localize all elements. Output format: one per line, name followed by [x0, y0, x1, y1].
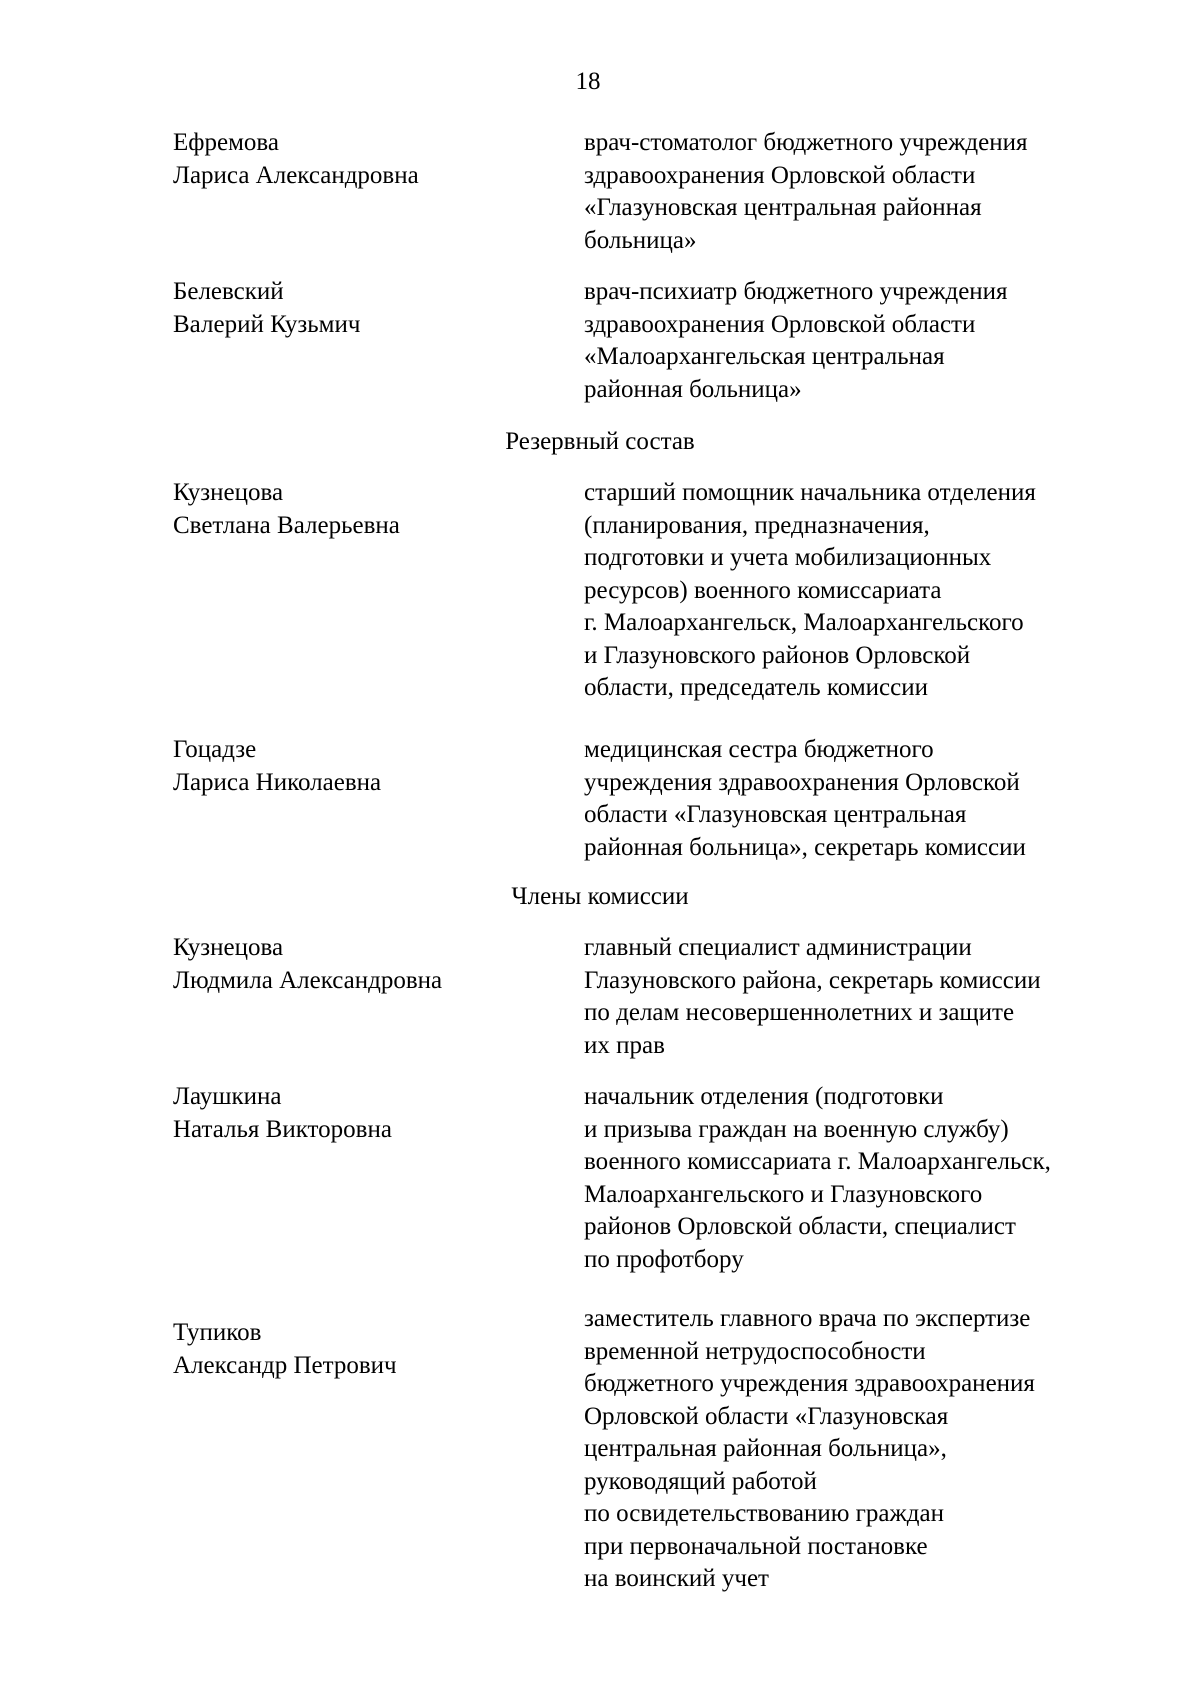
position-line: и Глазуновского районов Орловской [584, 641, 971, 669]
member-surname: Кузнецова [173, 479, 284, 506]
position-line: Глазуновского района, секретарь комиссии [584, 966, 1041, 994]
position-line: медицинская сестра бюджетного [584, 736, 934, 763]
position-line: районов Орловской области, специалист [584, 1213, 1016, 1240]
position-line: г. Малоархангельск, Малоархангельского [584, 609, 1024, 636]
position-line: ресурсов) военного комиссариата [584, 576, 942, 604]
member-name [173, 477, 573, 542]
position-line: главный специалист администрации [584, 934, 972, 961]
position-line: центральная районная больница», [584, 1435, 947, 1462]
section-title-members: Члены комиссии [511, 883, 689, 910]
member-given-names: Валерий Кузьмич [173, 310, 361, 338]
position-line: районная больница», секретарь комиссии [584, 833, 1026, 861]
position-line: по профотбору [584, 1245, 744, 1273]
position-line: начальник отделения (подготовки [584, 1083, 944, 1110]
position-line: старший помощник начальника отделения [584, 479, 1036, 506]
member-given-names: Лариса Александровна [173, 161, 419, 189]
position-line: здравоохранения Орловской области [584, 161, 976, 189]
member-name [173, 1317, 573, 1382]
member-position [584, 276, 1124, 406]
position-line: «Малоархангельская центральная [584, 343, 945, 370]
member-name [173, 127, 573, 192]
position-line: области «Глазуновская центральная [584, 801, 967, 828]
member-position [584, 1081, 1124, 1276]
position-line: военного комиссариата г. Малоархангельск, [584, 1148, 1051, 1175]
position-line: (планирования, предназначения, [584, 511, 930, 539]
position-line: на воинский учет [584, 1565, 769, 1592]
member-given-names: Лариса Николаевна [173, 768, 382, 796]
member-surname: Гоцадзе [173, 736, 257, 763]
position-line: врач-психиатр бюджетного учреждения [584, 278, 1008, 305]
position-line: Орловской области «Глазуновская [584, 1402, 949, 1430]
position-line: учреждения здравоохранения Орловской [584, 768, 1020, 796]
section-title-reserve: Резервный состав [505, 428, 695, 455]
position-line: их прав [584, 1031, 665, 1059]
position-line: подготовки и учета мобилизационных [584, 544, 992, 571]
position-line: по делам несовершеннолетних и защите [584, 999, 1015, 1026]
member-surname: Тупиков [173, 1319, 262, 1346]
position-line: Малоархангельского и Глазуновского [584, 1180, 983, 1208]
member-surname: Белевский [173, 278, 284, 305]
position-line: области, председатель комиссии [584, 674, 928, 701]
position-line: районная больница» [584, 375, 802, 403]
member-position [584, 1303, 1124, 1596]
member-position [584, 127, 1124, 257]
member-name [173, 734, 573, 799]
member-name [173, 1081, 573, 1146]
position-line: бюджетного учреждения здравоохранения [584, 1370, 1035, 1397]
position-line: больница» [584, 226, 697, 254]
member-position [584, 932, 1124, 1062]
member-surname: Ефремова [173, 129, 279, 156]
position-line: по освидетельствованию граждан [584, 1500, 944, 1527]
member-position [584, 734, 1124, 864]
position-line: и призыва граждан на военную службу) [584, 1115, 1009, 1143]
position-line: временной нетрудоспособности [584, 1337, 926, 1365]
member-given-names: Наталья Викторовна [173, 1115, 392, 1143]
member-given-names: Светлана Валерьевна [173, 511, 400, 539]
member-given-names: Людмила Александровна [173, 966, 443, 994]
page-number: 18 [575, 68, 601, 95]
member-surname: Лаушкина [173, 1083, 282, 1110]
position-line: здравоохранения Орловской области [584, 310, 976, 338]
position-line: при первоначальной постановке [584, 1532, 928, 1560]
position-line: «Глазуновская центральная районная [584, 194, 982, 221]
position-line: руководящий работой [584, 1467, 817, 1495]
member-given-names: Александр Петрович [173, 1351, 397, 1379]
member-position [584, 477, 1124, 705]
position-line: заместитель главного врача по экспертизе [584, 1305, 1031, 1332]
member-name [173, 932, 573, 997]
member-name [173, 276, 573, 341]
position-line: врач-стоматолог бюджетного учреждения [584, 129, 1028, 156]
member-surname: Кузнецова [173, 934, 284, 961]
